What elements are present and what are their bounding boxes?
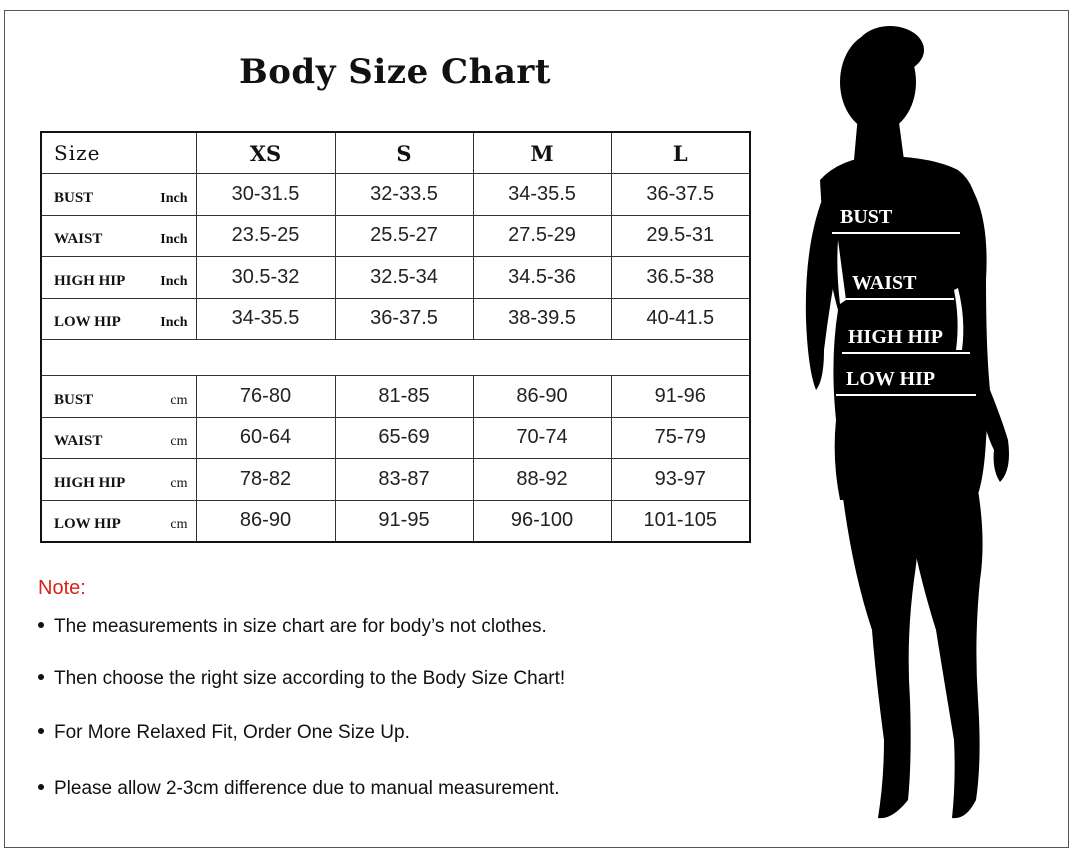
- table-cell: 91-95: [335, 500, 473, 542]
- measure-label: LOW HIP: [54, 515, 121, 532]
- note-item: [38, 722, 410, 744]
- note-item: [38, 778, 560, 800]
- high-hip-line: [842, 352, 970, 354]
- table-row: [41, 417, 750, 459]
- table-cell: 36-37.5: [611, 174, 750, 216]
- unit-label: cm: [170, 516, 188, 532]
- header-xs: XS: [196, 132, 335, 174]
- note-item: [38, 668, 565, 690]
- note-title: Note:: [38, 577, 86, 599]
- table-cell: 88-92: [473, 459, 611, 501]
- note-text: Please allow 2-3cm difference due to manual measurement.: [54, 778, 560, 799]
- header-size: Size: [41, 132, 196, 174]
- row-label: [41, 257, 196, 299]
- table-cell: 34-35.5: [196, 298, 335, 340]
- header-s: S: [335, 132, 473, 174]
- table-cell: 101-105: [611, 500, 750, 542]
- table-cell: 29.5-31: [611, 215, 750, 257]
- note-text: For More Relaxed Fit, Order One Size Up.: [54, 722, 410, 743]
- header-l: L: [611, 132, 750, 174]
- waist-line: [846, 298, 954, 300]
- table-cell: 36.5-38: [611, 257, 750, 299]
- measure-label: HIGH HIP: [54, 272, 126, 289]
- table-row: [41, 500, 750, 542]
- figure-label-high-hip: HIGH HIP: [848, 326, 944, 348]
- low-hip-line: [836, 394, 976, 396]
- table-cell: 60-64: [196, 417, 335, 459]
- table-cell: 25.5-27: [335, 215, 473, 257]
- table-cell: 78-82: [196, 459, 335, 501]
- size-table: [40, 131, 751, 543]
- measure-label: HIGH HIP: [54, 474, 126, 491]
- bullet-icon: [38, 784, 44, 790]
- figure-label-low-hip: LOW HIP: [846, 368, 936, 390]
- table-cell: 38-39.5: [473, 298, 611, 340]
- table-cell: 70-74: [473, 417, 611, 459]
- table-cell: 30.5-32: [196, 257, 335, 299]
- table-row: [41, 215, 750, 257]
- table-cell: 86-90: [196, 500, 335, 542]
- row-label: [41, 376, 196, 418]
- table-cell: 23.5-25: [196, 215, 335, 257]
- unit-label: cm: [170, 434, 188, 449]
- unit-label: cm: [170, 475, 188, 491]
- table-cell: 34-35.5: [473, 174, 611, 216]
- row-label: [41, 417, 196, 459]
- spacer-cell: [41, 340, 750, 376]
- table-cell: 36-37.5: [335, 298, 473, 340]
- unit-label: Inch: [160, 190, 188, 206]
- table-row: [41, 376, 750, 418]
- page-title: Body Size Chart: [239, 52, 551, 92]
- unit-label: Inch: [160, 315, 188, 330]
- measure-label: WAIST: [54, 433, 103, 449]
- table-header-row: [41, 132, 750, 174]
- note-item: [38, 616, 547, 638]
- row-label: [41, 215, 196, 257]
- table-row: [41, 459, 750, 501]
- unit-label: Inch: [160, 232, 188, 247]
- table-cell: 32-33.5: [335, 174, 473, 216]
- table-row: [41, 174, 750, 216]
- note-text: The measurements in size chart are for body’s not clothes.: [54, 616, 547, 637]
- table-cell: 96-100: [473, 500, 611, 542]
- figure-label-bust: BUST: [840, 206, 893, 228]
- unit-label: cm: [170, 392, 188, 408]
- table-row: [41, 298, 750, 340]
- table-cell: 76-80: [196, 376, 335, 418]
- table-cell: 65-69: [335, 417, 473, 459]
- table-cell: 75-79: [611, 417, 750, 459]
- measure-label: BUST: [54, 189, 94, 206]
- table-cell: 27.5-29: [473, 215, 611, 257]
- body-silhouette-figure: [780, 20, 1050, 840]
- measure-label: LOW HIP: [54, 314, 121, 330]
- row-label: [41, 459, 196, 501]
- table-cell: 81-85: [335, 376, 473, 418]
- unit-label: Inch: [160, 273, 188, 289]
- table-cell: 34.5-36: [473, 257, 611, 299]
- silhouette-icon: [780, 20, 1050, 840]
- bullet-icon: [38, 728, 44, 734]
- table-cell: 91-96: [611, 376, 750, 418]
- measure-label: BUST: [54, 391, 94, 408]
- table-cell: 30-31.5: [196, 174, 335, 216]
- table-cell: 32.5-34: [335, 257, 473, 299]
- measure-label: WAIST: [54, 231, 103, 247]
- bullet-icon: [38, 622, 44, 628]
- row-label: [41, 298, 196, 340]
- bust-line: [832, 232, 960, 234]
- note-text: Then choose the right size according to the Body Size Chart!: [54, 668, 566, 689]
- row-label: [41, 500, 196, 542]
- table-cell: 83-87: [335, 459, 473, 501]
- table-cell: 86-90: [473, 376, 611, 418]
- header-m: M: [473, 132, 611, 174]
- table-spacer-row: [41, 340, 750, 376]
- table-row: [41, 257, 750, 299]
- row-label: [41, 174, 196, 216]
- table-cell: 93-97: [611, 459, 750, 501]
- bullet-icon: [38, 674, 44, 680]
- table-cell: 40-41.5: [611, 298, 750, 340]
- figure-label-waist: WAIST: [852, 272, 917, 294]
